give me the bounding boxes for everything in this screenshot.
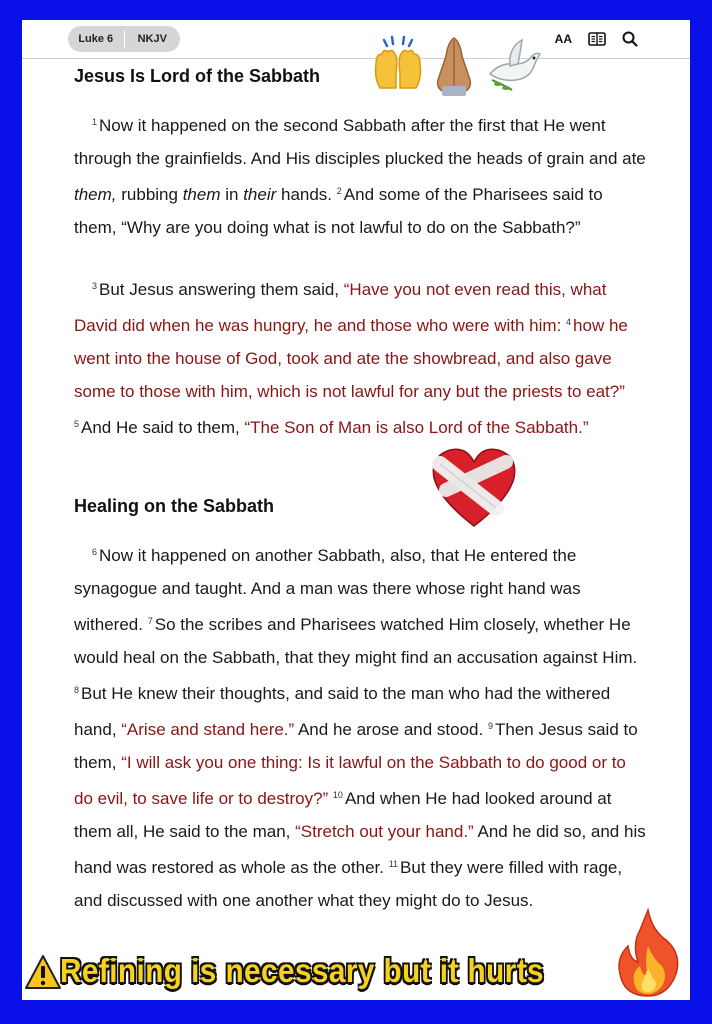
verse-number[interactable]: 4 [566, 317, 572, 327]
words-of-christ: “I will ask you one thing: Is it lawful on the Sabbath to do good or to do evil, to save life or to destroy?” [74, 753, 626, 808]
words-of-christ: “Stretch out your hand.” [295, 822, 474, 841]
mending-heart-emoji [426, 438, 522, 539]
verse-text: And He said to them, [81, 418, 245, 437]
dove-emoji [482, 34, 544, 103]
toolbar-actions [555, 30, 638, 48]
caption-text: Refining is necessary but it hurts [60, 952, 545, 989]
verse-number[interactable]: 3 [92, 281, 98, 291]
passage-paragraph [74, 270, 648, 444]
verse-number[interactable]: 5 [74, 419, 80, 429]
verse-text: So the scribes and Pharisees watched Him closely, whether He would heal on the Sabbath, that they might find an accusation against Him. [74, 615, 638, 667]
section-heading: Healing on the Sabbath [74, 496, 275, 516]
verse-text: Now it happened on the second Sabbath after the first that He went through the grainfields. And His disciples plucked the heads of grain and ate [74, 116, 646, 168]
verse-number[interactable]: 2 [336, 186, 342, 196]
verse-number[interactable]: 1 [92, 117, 98, 127]
words-of-christ: “Have you not even read this, what David did when he was hungry, he and those who were with him: [74, 280, 607, 335]
reference-selector[interactable] [68, 26, 180, 52]
emoji-sticker-group [370, 34, 544, 103]
fire-emoji [612, 906, 684, 1000]
verse-text-italic: them, [74, 185, 117, 204]
book-icon[interactable] [588, 32, 606, 46]
verse-number[interactable]: 7 [147, 616, 153, 626]
book-chapter-button[interactable]: Luke 6 [78, 33, 114, 45]
words-of-christ: “The Son of Man is also Lord of the Sabbath.” [244, 418, 589, 437]
section-heading: Jesus Is Lord of the Sabbath [74, 66, 321, 86]
verse-text-italic: them [182, 185, 221, 204]
passage-paragraph [74, 106, 648, 244]
version-button[interactable]: NKJV [137, 33, 167, 45]
verse-text: But they were filled with rage, and discussed with one another what they might do to Jesus. [74, 858, 623, 910]
font-size-button[interactable]: AA [554, 32, 572, 46]
verse-text: And he arose and stood. [294, 720, 484, 739]
raising-hands-emoji [370, 34, 426, 103]
warning-icon [24, 954, 62, 995]
words-of-christ: how he went into the house of God, took and ate the showbread, and also gave some to those with him, which is not lawful for any but the priests to eat?” [74, 316, 628, 401]
passage-paragraph [74, 536, 648, 917]
verse-text: hands. [276, 185, 333, 204]
verse-text: And some of the Pharisees said to them, “Why are you doing what is not lawful to do on the Sabbath?” [74, 185, 603, 237]
verse-text: in [220, 185, 244, 204]
verse-number[interactable]: 10 [332, 790, 343, 800]
verse-text: rubbing [116, 185, 183, 204]
top-toolbar [22, 20, 690, 59]
verse-number[interactable]: 6 [92, 547, 98, 557]
words-of-christ: “Arise and stand here.” [121, 720, 295, 739]
reader-page [22, 20, 690, 1000]
verse-text-italic: their [243, 185, 277, 204]
verse-text: But Jesus answering them said, [99, 280, 344, 299]
verse-text: And when He had looked around at them all, He said to the man, [74, 789, 612, 841]
verse-text: And he did so, and his hand was restored as whole as the other. [74, 822, 646, 877]
folded-hands-emoji [426, 34, 482, 103]
verse-text: Now it happened on another Sabbath, also, that He entered the synagogue and taught. And a man was there whose right hand was withered. [74, 546, 581, 634]
verse-text: Then Jesus said to them, [74, 720, 638, 772]
caption-overlay [22, 946, 690, 1000]
verse-number[interactable]: 8 [74, 685, 80, 695]
verse-number[interactable]: 11 [388, 859, 399, 869]
verse-text: But He knew their thoughts, and said to the man who had the withered hand, [74, 684, 611, 739]
search-icon[interactable] [622, 31, 638, 47]
verse-number[interactable]: 9 [487, 721, 493, 731]
